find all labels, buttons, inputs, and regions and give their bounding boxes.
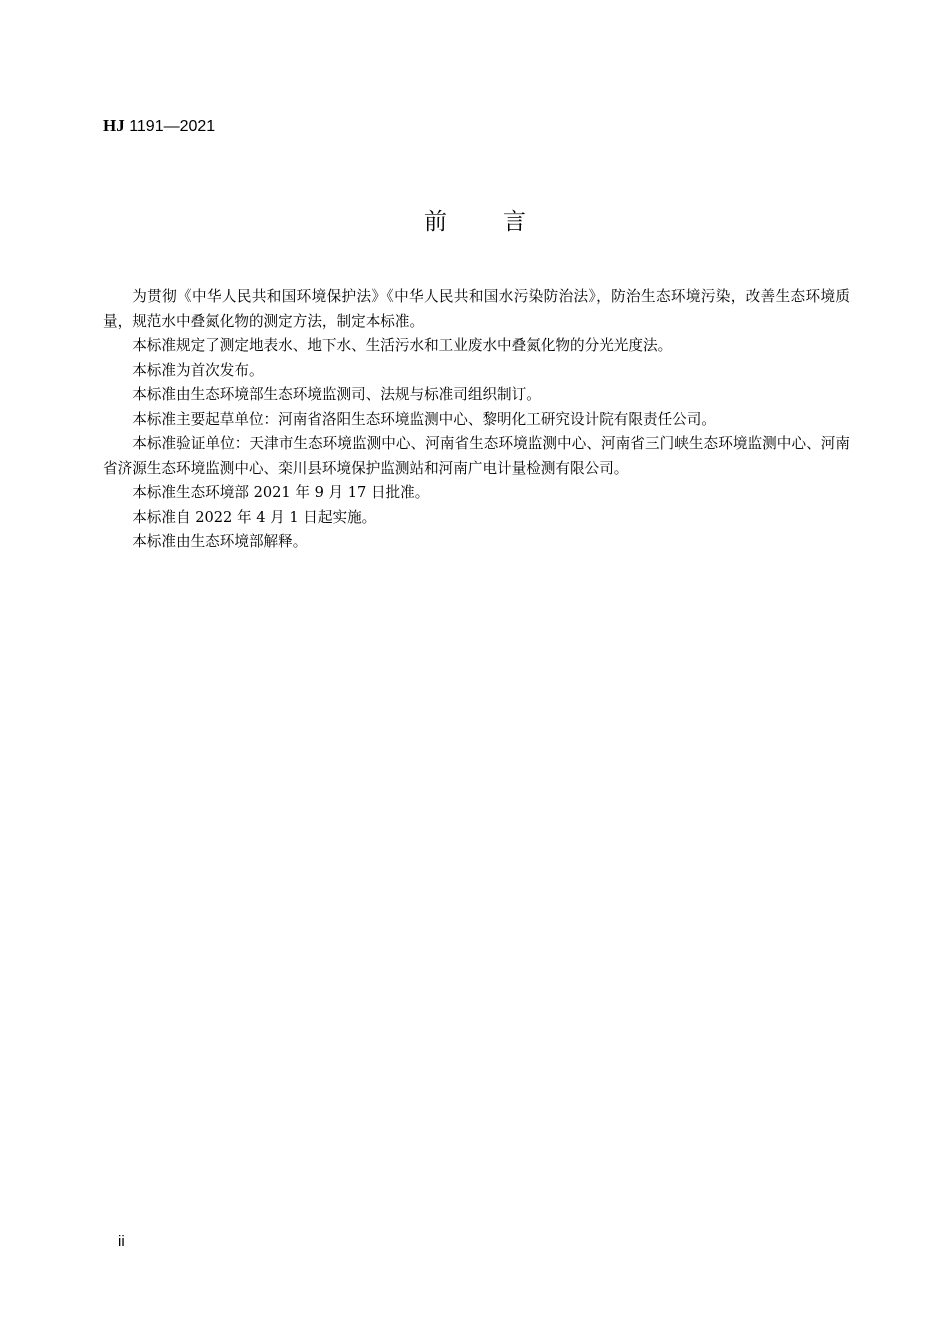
paragraph-verification-units: 本标准验证单位：天津市生态环境监测中心、河南省生态环境监测中心、河南省三门峡生态环境监测中心、河南省济源生态环境监测中心、栾川县环境保护监测站和河南广电计量检测有限公司。	[103, 435, 850, 477]
document-header	[103, 116, 215, 137]
page-number: ii	[118, 1233, 125, 1250]
paragraph-interpretation: 本标准由生态环境部解释。	[132, 533, 308, 550]
paragraph-drafting-units: 本标准主要起草单位：河南省洛阳生态环境监测中心、黎明化工研究设计院有限责任公司。	[132, 410, 716, 428]
paragraph-organizer: 本标准由生态环境部生态环境监测司、法规与标准司组织制订。	[132, 386, 541, 403]
foreword-body	[103, 285, 850, 555]
standard-code: HJ	[103, 116, 125, 135]
paragraph-first-release: 本标准为首次发布。	[132, 361, 264, 379]
page-title: 前言	[424, 209, 582, 235]
paragraph-effective-date: 本标准自 2022 年 4 月 1 日起实施。	[132, 508, 377, 526]
paragraph-scope: 本标准规定了测定地表水、地下水、生活污水和工业废水中叠氮化物的分光光度法。	[132, 337, 673, 354]
standard-number: 1191—2021	[129, 118, 216, 135]
paragraph-purpose: 为贯彻《中华人民共和国环境保护法》《中华人民共和国水污染防治法》，防治生态环境污染，改善生态环境质量，规范水中叠氮化物的测定方法，制定本标准。	[103, 288, 850, 330]
paragraph-approval-date: 本标准生态环境部 2021 年 9 月 17 日批准。	[132, 484, 430, 501]
